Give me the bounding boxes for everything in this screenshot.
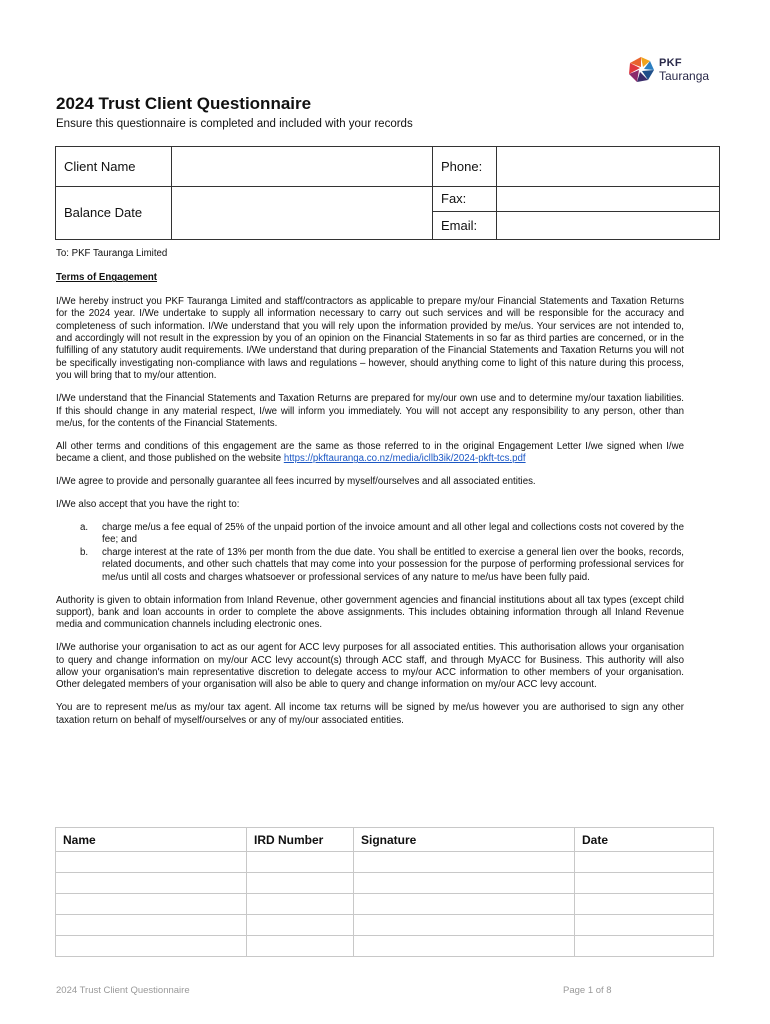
client-details-table bbox=[55, 146, 720, 240]
name-cell[interactable] bbox=[56, 894, 247, 915]
name-cell[interactable] bbox=[56, 852, 247, 873]
signature-cell[interactable] bbox=[354, 936, 575, 957]
ird-cell[interactable] bbox=[247, 894, 354, 915]
date-cell[interactable] bbox=[575, 915, 714, 936]
paragraph-tax-agent: You are to represent me/us as my/our tax agent. All income tax returns will be signed by me/us however you are authorised to sign any other taxation return on behalf of myself/ourselves or any of my/our associated entities. bbox=[56, 702, 684, 726]
date-cell[interactable] bbox=[575, 873, 714, 894]
name-cell[interactable] bbox=[56, 873, 247, 894]
table-row bbox=[56, 873, 714, 894]
list-item bbox=[56, 522, 684, 547]
balance-date-label: Balance Date bbox=[56, 186, 172, 239]
terms-heading: Terms of Engagement bbox=[56, 272, 158, 284]
footer-document-title: 2024 Trust Client Questionnaire bbox=[56, 985, 190, 996]
date-cell[interactable] bbox=[575, 936, 714, 957]
logo-text-pkf: PKF bbox=[659, 57, 682, 69]
client-name-label: Client Name bbox=[56, 147, 172, 187]
date-cell[interactable] bbox=[575, 852, 714, 873]
paragraph-instruction: I/We hereby instruct you PKF Tauranga Limited and staff/contractors as applicable to prepare my/our Financial Statements and Taxation Returns for the 2024 year. I/We undertake to supply all information necessary to carry out such services and will be responsible for the accuracy and completeness of such information. I/We understand that you will rely upon the information provided by me/us. Your services are not intended to, and accordingly will not result in the expression by you of an opinion on the Financial Statements in so far as third parties are concerned, or in the fulfilling of any statutory audit requirements. I/We understand that during preparation of the Financial Statements and Taxation Returns you will not be specifically investigating non-compliance with laws and regulations – however, should anything come to light of this nature during this process, you will bring that to my/our attention. bbox=[56, 295, 684, 382]
ird-cell[interactable] bbox=[247, 852, 354, 873]
paragraph-terms bbox=[56, 441, 684, 466]
name-cell[interactable] bbox=[56, 915, 247, 936]
table-row bbox=[56, 894, 714, 915]
paragraph-acc: I/We authorise your organisation to act as our agent for ACC levy purposes for all associated entities. This authorisation allows your organisation to query and change information on my/our ACC levy account(s) through ACC staff, and through MyACC for Business. This authority will also allow your organisation's main representative discretion to delegate access to my/our ACC information to other members of your organisation. Other delegated members of your organisation will also be able to query and change information on my/our ACC levy account. bbox=[56, 642, 684, 691]
column-header-ird: IRD Number bbox=[247, 828, 354, 852]
table-row bbox=[56, 852, 714, 873]
footer-page-number: Page 1 of 8 bbox=[563, 985, 612, 996]
paragraph-rights-intro: I/We also accept that you have the right to: bbox=[56, 499, 240, 511]
email-field[interactable] bbox=[497, 212, 720, 240]
email-label: Email: bbox=[433, 212, 497, 240]
rights-list bbox=[56, 522, 684, 584]
column-header-name: Name bbox=[56, 828, 247, 852]
table-header-row bbox=[56, 828, 714, 852]
terms-link[interactable]: https://pkftauranga.co.nz/media/icllb3ik/2024-pkft-tcs.pdf bbox=[283, 453, 526, 465]
list-item-label: b. bbox=[80, 546, 89, 558]
signature-cell[interactable] bbox=[354, 894, 575, 915]
phone-label: Phone: bbox=[433, 147, 497, 187]
addressee: To: PKF Tauranga Limited bbox=[56, 248, 168, 259]
date-cell[interactable] bbox=[575, 894, 714, 915]
balance-date-field[interactable] bbox=[172, 186, 433, 239]
terms-text: All other terms and conditions of this engagement are the same as those referred to in the original Engagement Letter I/we signed when I/we became a client, and those published on the website bbox=[56, 440, 684, 465]
paragraph-fees: I/We agree to provide and personally guarantee all fees incurred by myself/ourselves and all associated entities. bbox=[56, 476, 536, 488]
table-row bbox=[56, 915, 714, 936]
ird-cell[interactable] bbox=[247, 873, 354, 894]
table-row bbox=[56, 936, 714, 957]
fax-label: Fax: bbox=[433, 186, 497, 212]
fax-field[interactable] bbox=[497, 186, 720, 212]
client-name-field[interactable] bbox=[172, 147, 433, 187]
ird-cell[interactable] bbox=[247, 936, 354, 957]
page-title: 2024 Trust Client Questionnaire bbox=[56, 94, 312, 113]
list-item bbox=[56, 547, 684, 584]
name-cell[interactable] bbox=[56, 936, 247, 957]
signature-cell[interactable] bbox=[354, 915, 575, 936]
ird-cell[interactable] bbox=[247, 915, 354, 936]
list-item-text: charge me/us a fee equal of 25% of the unpaid portion of the invoice amount and all other legal and collections costs not covered by the fee; and bbox=[102, 522, 684, 546]
pkf-logo bbox=[626, 54, 718, 86]
signature-cell[interactable] bbox=[354, 852, 575, 873]
list-item-text: charge interest at the rate of 13% per month from the due date. You shall be entitled to exercise a general lien over the books, records, related documents, and other such chattels that may come into your possession for the purpose of performing professional services for me/us until all costs and charges whatsoever or professional services of any nature to me/us have been fully paid. bbox=[102, 546, 684, 583]
pkf-logo-icon bbox=[626, 54, 656, 84]
signature-cell[interactable] bbox=[354, 873, 575, 894]
paragraph-use: I/We understand that the Financial Statements and Taxation Returns are prepared for my/our own use and to determine my/our taxation liabilities. If this should change in any material respect, I/we will inform you immediately. You will not accept any responsibility to any person, other than me/us, for the contents of the Financial Statements. bbox=[56, 393, 684, 429]
list-item-label: a. bbox=[80, 522, 89, 533]
phone-field[interactable] bbox=[497, 147, 720, 187]
page-subtitle: Ensure this questionnaire is completed and included with your records bbox=[56, 118, 413, 130]
engagement-letter bbox=[56, 248, 684, 738]
paragraph-authority: Authority is given to obtain information from Inland Revenue, other government agencies and financial institutions about all tax types (except child support), bank and loan accounts in order to complete the above assignments. This includes obtaining information through all Inland Revenue media and communication channels including electronic ones. bbox=[56, 594, 684, 631]
column-header-signature: Signature bbox=[354, 828, 575, 852]
column-header-date: Date bbox=[575, 828, 714, 852]
logo-text-tauranga: Tauranga bbox=[659, 69, 710, 83]
signature-table bbox=[55, 827, 714, 957]
